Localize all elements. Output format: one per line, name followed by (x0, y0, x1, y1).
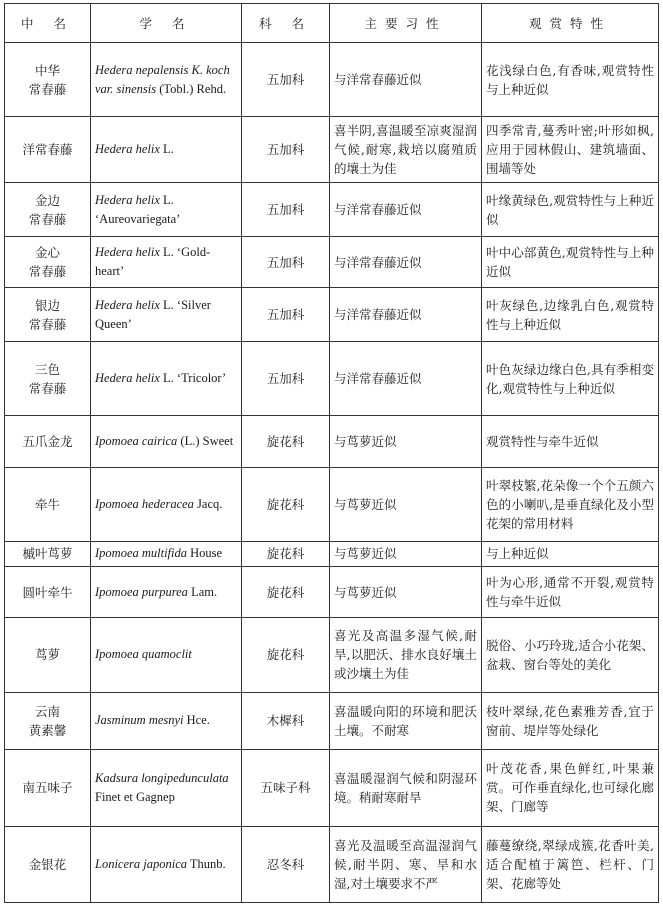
table-row (5, 416, 659, 468)
authority-name: Finet et Gagnep (95, 789, 175, 804)
chinese-name-cell: 中华 常春藤 (5, 43, 91, 117)
header-family: 科 名 (242, 4, 330, 43)
chinese-name-cell: 洋常春藤 (5, 117, 91, 183)
chinese-name-cell: 槭叶茑萝 (5, 542, 91, 567)
scientific-name-cell (91, 416, 242, 468)
header-habit: 主要习性 (330, 4, 482, 43)
family-cell: 旋花科 (242, 542, 330, 567)
habit-cell: 喜温暖湿润气候和阴湿环境。稍耐寒耐旱 (330, 750, 482, 826)
binomial-name: Kadsura longipedunculata (95, 770, 229, 785)
header-scientific-name: 学 名 (91, 4, 242, 43)
binomial-name: Hedera helix (95, 245, 160, 260)
chinese-name-cell: 圆叶牵牛 (5, 566, 91, 618)
authority-name: L. ‘Silver Queen’ (95, 297, 211, 331)
plant-table (4, 3, 659, 903)
table-body (5, 43, 659, 903)
ornamental-cell: 藤蔓缭绕,翠绿成簇,花香叶美,适合配植于篱笆、栏杆、门架、花廊等处 (482, 826, 659, 902)
ornamental-cell: 与上种近似 (482, 542, 659, 567)
ornamental-cell: 叶茂花香,果色鲜红,叶果兼赏。可作垂直绿化,也可绿化廊架、门廊等 (482, 750, 659, 826)
authority-name: (L.) Sweet (177, 433, 234, 448)
scientific-name-cell (91, 236, 242, 288)
family-cell: 五味子科 (242, 750, 330, 826)
scientific-name-cell (91, 566, 242, 618)
scientific-name-cell (91, 618, 242, 692)
binomial-name: Hedera nepalensis K. koch var. sinensis (95, 62, 230, 96)
ornamental-cell: 枝叶翠绿,花色素雅芳香,宜于窗前、堤岸等处绿化 (482, 692, 659, 750)
ornamental-cell: 叶色灰绿边缘白色,具有季相变化,观赏特性与上种近似 (482, 341, 659, 415)
binomial-name: Hedera helix (95, 371, 160, 386)
authority-name: Hce. (183, 713, 210, 728)
ornamental-cell: 叶灰绿色,边缘乳白色,观赏特性与上种近似 (482, 288, 659, 342)
habit-cell: 与茑萝近似 (330, 467, 482, 541)
scientific-name-cell (91, 750, 242, 826)
table-row (5, 117, 659, 183)
header-chinese-name: 中 名 (5, 4, 91, 43)
table-row (5, 826, 659, 902)
habit-cell: 与洋常春藤近似 (330, 43, 482, 117)
table-row (5, 618, 659, 692)
authority-name: House (187, 546, 223, 561)
authority-name: Jacq. (193, 496, 223, 511)
binomial-name: Ipomoea purpurea (95, 584, 188, 599)
scientific-name-cell (91, 826, 242, 902)
habit-cell: 与茑萝近似 (330, 416, 482, 468)
chinese-name-cell: 三色 常春藤 (5, 341, 91, 415)
chinese-name-cell: 南五味子 (5, 750, 91, 826)
chinese-name-cell: 牵牛 (5, 467, 91, 541)
scientific-name-cell (91, 467, 242, 541)
table-row (5, 467, 659, 541)
chinese-name-cell: 银边 常春藤 (5, 288, 91, 342)
table-row (5, 566, 659, 618)
binomial-name: Ipomoea hederacea (95, 496, 194, 511)
habit-cell: 喜光及温暖至高温湿润气候,耐半阴、寒、旱和水湿,对土壤要求不严 (330, 826, 482, 902)
chinese-name-cell: 金银花 (5, 826, 91, 902)
binomial-name: Hedera helix (95, 297, 160, 312)
table-row (5, 542, 659, 567)
authority-name: Thunb. (187, 856, 226, 871)
ornamental-cell: 叶为心形,通常不开裂,观赏特性与牵牛近似 (482, 566, 659, 618)
scientific-name-cell (91, 117, 242, 183)
family-cell: 五加科 (242, 341, 330, 415)
family-cell: 旋花科 (242, 467, 330, 541)
habit-cell: 与茑萝近似 (330, 566, 482, 618)
family-cell: 五加科 (242, 183, 330, 237)
ornamental-cell: 叶中心部黄色,观赏特性与上种近似 (482, 236, 659, 288)
table-row (5, 692, 659, 750)
habit-cell: 喜温暖向阳的环境和肥沃土壤。不耐寒 (330, 692, 482, 750)
binomial-name: Jasminum mesnyi (95, 713, 184, 728)
habit-cell: 与洋常春藤近似 (330, 236, 482, 288)
family-cell: 旋花科 (242, 566, 330, 618)
table-row (5, 43, 659, 117)
chinese-name-cell: 金边 常春藤 (5, 183, 91, 237)
family-cell: 五加科 (242, 288, 330, 342)
chinese-name-cell: 云南 黄素馨 (5, 692, 91, 750)
family-cell: 忍冬科 (242, 826, 330, 902)
authority-name: L. ‘Aureovariegata’ (95, 192, 181, 226)
family-cell: 五加科 (242, 236, 330, 288)
header-ornamental: 观赏特性 (482, 4, 659, 43)
binomial-name: Lonicera japonica (95, 856, 188, 871)
habit-cell: 与洋常春藤近似 (330, 183, 482, 237)
habit-cell: 喜半阴,喜温暖至凉爽湿润气候,耐寒,栽培以腐殖质的壤土为佳 (330, 117, 482, 183)
habit-cell: 与茑萝近似 (330, 542, 482, 567)
family-cell: 五加科 (242, 43, 330, 117)
binomial-name: Ipomoea quamoclit (95, 647, 192, 662)
scientific-name-cell (91, 542, 242, 567)
ornamental-cell: 花浅绿白色,有香味,观赏特性与上种近似 (482, 43, 659, 117)
table-row (5, 288, 659, 342)
authority-name: L. (159, 142, 174, 157)
table-row (5, 183, 659, 237)
table-row (5, 236, 659, 288)
scientific-name-cell (91, 341, 242, 415)
authority-name: (Tobl.) Rehd. (156, 81, 227, 96)
ornamental-cell: 四季常青,蔓秀叶密;叶形如枫,应用于园林假山、建筑墙面、围墙等处 (482, 117, 659, 183)
ornamental-cell: 观赏特性与牵牛近似 (482, 416, 659, 468)
habit-cell: 与洋常春藤近似 (330, 341, 482, 415)
authority-name: L. ‘Gold-heart’ (95, 245, 211, 279)
binomial-name: Hedera helix (95, 192, 160, 207)
family-cell: 木樨科 (242, 692, 330, 750)
scientific-name-cell (91, 43, 242, 117)
family-cell: 旋花科 (242, 618, 330, 692)
table-row (5, 341, 659, 415)
scientific-name-cell (91, 288, 242, 342)
scientific-name-cell (91, 692, 242, 750)
ornamental-cell: 脱俗、小巧玲珑,适合小花架、盆栽、窗台等处的美化 (482, 618, 659, 692)
table-row (5, 750, 659, 826)
habit-cell: 喜光及高温多湿气候,耐旱,以肥沃、排水良好壤土或沙壤土为佳 (330, 618, 482, 692)
authority-name: Lam. (187, 584, 218, 599)
chinese-name-cell: 茑萝 (5, 618, 91, 692)
ornamental-cell: 叶翠枝繁,花朵像一个个五颜六色的小喇叭,是垂直绿化及小型花架的常用材料 (482, 467, 659, 541)
ornamental-cell: 叶缘黄绿色,观赏特性与上种近似 (482, 183, 659, 237)
binomial-name: Hedera helix (95, 142, 160, 157)
scientific-name-cell (91, 183, 242, 237)
binomial-name: Ipomoea multifida (95, 546, 188, 561)
family-cell: 旋花科 (242, 416, 330, 468)
authority-name: L. ‘Tricolor’ (159, 371, 227, 386)
family-cell: 五加科 (242, 117, 330, 183)
habit-cell: 与洋常春藤近似 (330, 288, 482, 342)
binomial-name: Ipomoea cairica (95, 433, 178, 448)
header-row (5, 4, 659, 43)
chinese-name-cell: 五爪金龙 (5, 416, 91, 468)
chinese-name-cell: 金心 常春藤 (5, 236, 91, 288)
